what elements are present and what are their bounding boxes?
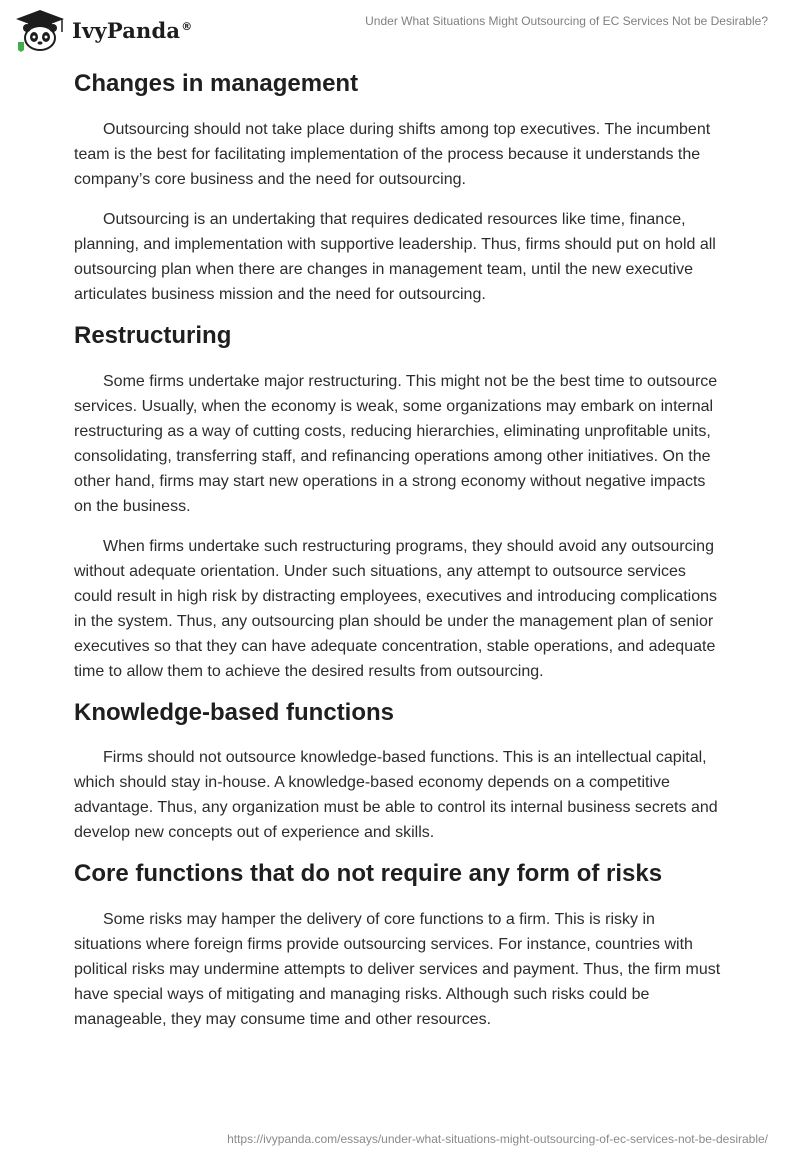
section-heading: Core functions that do not require any form of risks [74, 860, 663, 888]
paragraph: Outsourcing should not take place during shifts among top executives. The incumbent team is the best for facilitating implementation of the process because it understands the company’s core business and the need for outsourcing. [74, 120, 711, 188]
article-body [74, 70, 726, 1047]
source-url[interactable]: https://ivypanda.com/essays/under-what-situations-might-outsourcing-of-ec-services-not-be-desirable/ [227, 1132, 768, 1146]
section-restructuring [74, 322, 726, 684]
paragraph: Firms should not outsource knowledge-based functions. This is an intellectual capital, which should stay in-house. A knowledge-based economy depends on a competitive advantage. Thus, any organization must be able to control its internal business secrets and develop new concepts out of experience and skills. [74, 749, 718, 842]
document-title: Under What Situations Might Outsourcing of EC Services Not be Desirable? [365, 14, 768, 28]
paragraph: Some firms undertake major restructuring. This might not be the best time to outsource services. Usually, when the economy is weak, some organizations may embark on internal restructuring as a way of cutting costs, reducing hierarchies, eliminating unprofitable units, consolidating, transferring staff, and refinancing operations among other initiatives. On the other hand, firms may start new operations in a strong economy without negative impacts on the business. [74, 372, 718, 515]
section-heading: Restructuring [74, 321, 232, 349]
paragraph: When firms undertake such restructuring programs, they should avoid any outsourcing without adequate orientation. Under such situations, any attempt to outsource services could result in high risk by distracting employees, executives and introducing complications in the system. Thus, any outsourcing plan should be under the management plan of senior executives so that they can have adequate concentration, stable operations, and adequate time to allow them to achieve the desired results from outsourcing. [74, 537, 717, 680]
section-heading: Knowledge-based functions [74, 698, 395, 726]
brand-logo[interactable] [14, 8, 192, 52]
brand-name: IvyPanda® [72, 17, 193, 43]
paragraph: Some risks may hamper the delivery of core functions to a firm. This is risky in situations where foreign firms provide outsourcing services. For instance, countries with political risks may undermine attempts to deliver services and payment. Thus, the firm must have special ways of mitigating and managing risks. Although such risks could be manageable, they may consume time and other resources. [74, 911, 721, 1029]
section-knowledge-based-functions [74, 699, 726, 846]
section-heading: Changes in management [74, 70, 359, 97]
paragraph: Outsourcing is an undertaking that requires dedicated resources like time, finance, planning, and implementation with supportive leadership. Thus, firms should put on hold all outsourcing plan when there are changes in management team, until the new executive articulates business mission and the need for outsourcing. [74, 210, 716, 303]
section-changes-in-management [74, 70, 726, 307]
panda-graduate-icon [14, 8, 66, 52]
section-core-functions [74, 860, 726, 1032]
page-header [0, 0, 800, 60]
